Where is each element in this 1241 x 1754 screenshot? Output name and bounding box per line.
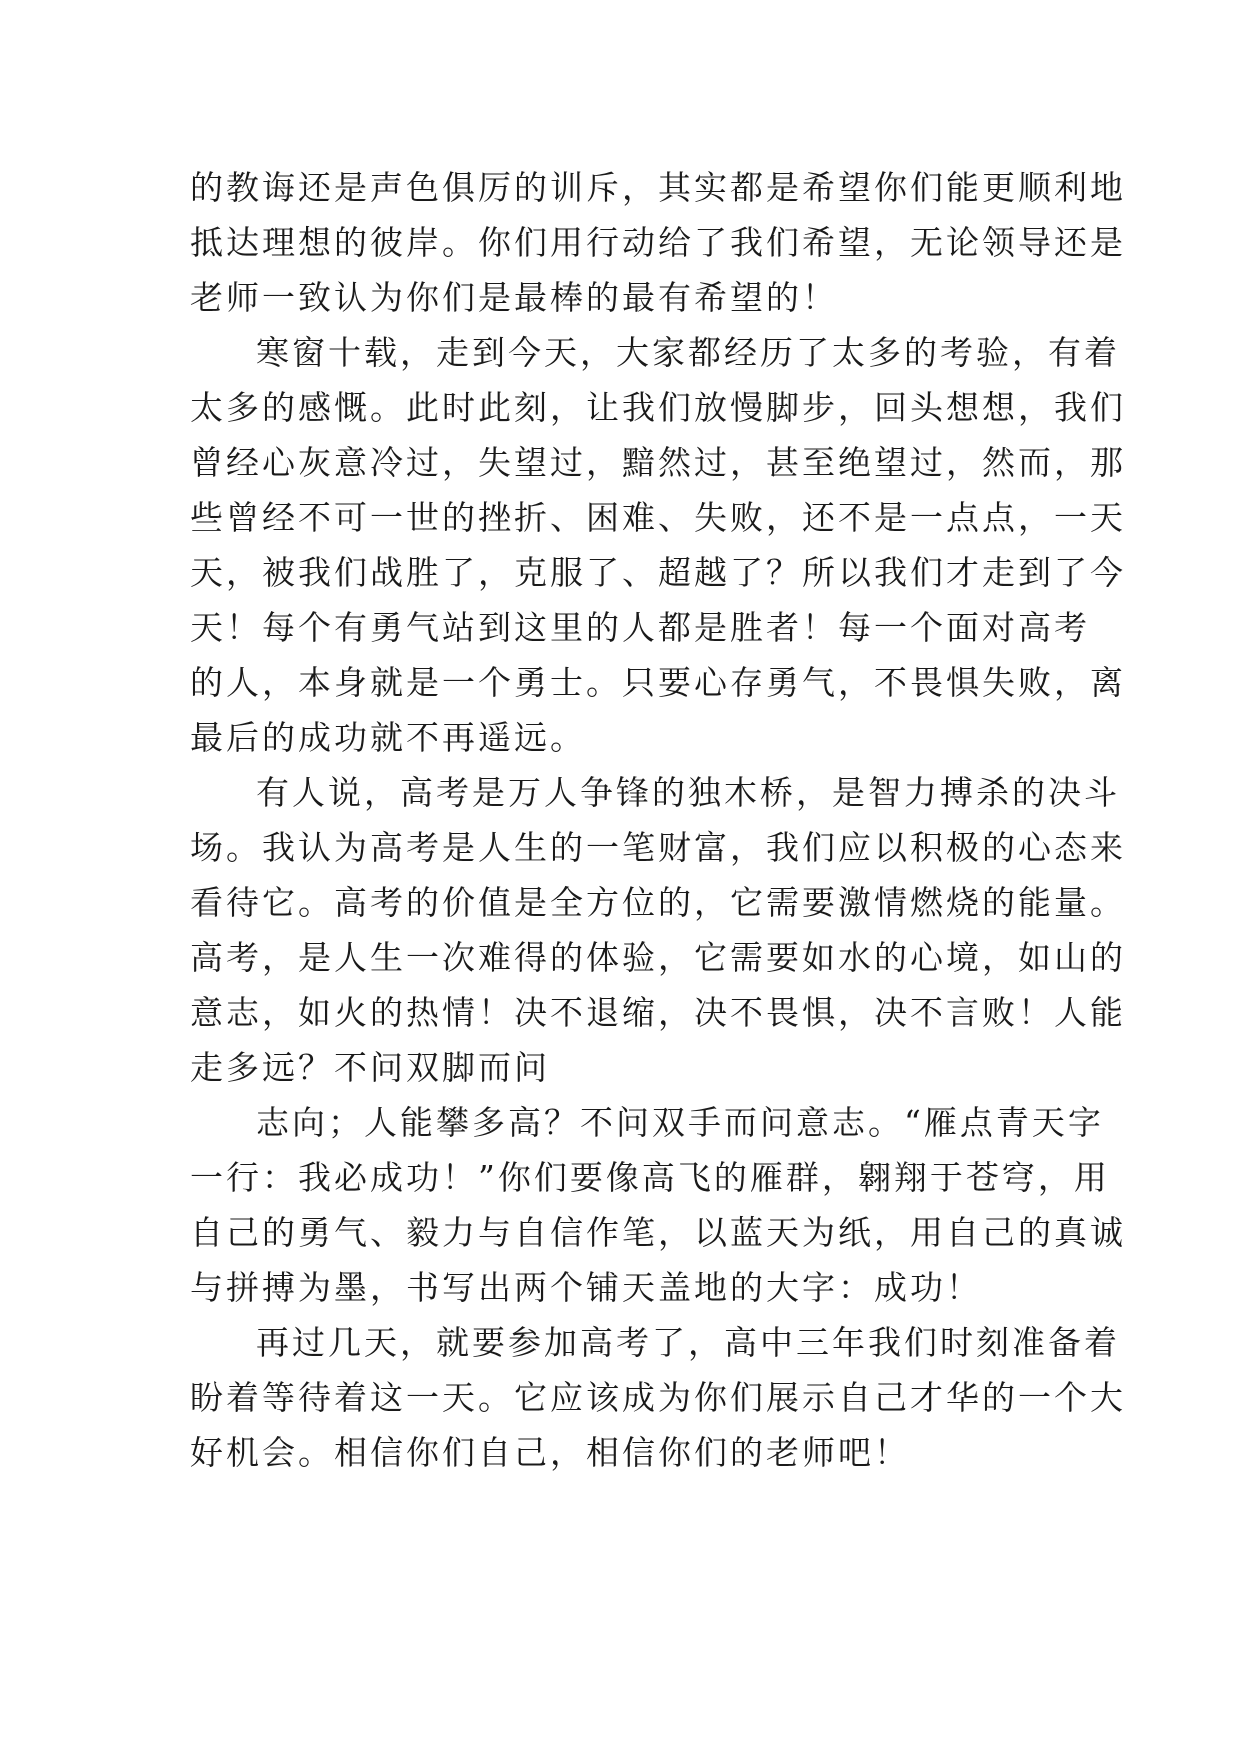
text-line: 走多远？不问双脚而问: [190, 1048, 550, 1087]
text-line: 老师一致认为你们是最棒的最有希望的！: [190, 278, 838, 317]
text-line: 看待它。高考的价值是全方位的，它需要激情燃烧的能量。: [190, 883, 1126, 922]
text-line: 太多的感慨。此时此刻，让我们放慢脚步，回头想想，我们: [190, 388, 1126, 427]
text-line: 一行：我必成功！”你们要像高飞的雁群，翱翔于苍穹，用: [190, 1158, 1110, 1197]
text-line: 曾经心灰意冷过，失望过，黯然过，甚至绝望过，然而，那: [190, 443, 1126, 482]
text-line: 有人说，高考是万人争锋的独木桥，是智力搏杀的决斗: [256, 773, 1120, 812]
text-line: 再过几天，就要参加高考了，高中三年我们时刻准备着: [256, 1323, 1120, 1362]
text-line: 寒窗十载，走到今天，大家都经历了太多的考验，有着: [256, 333, 1120, 372]
text-line: 天，被我们战胜了，克服了、超越了？所以我们才走到了今: [190, 553, 1126, 592]
text-line: 自己的勇气、毅力与自信作笔，以蓝天为纸，用自己的真诚: [190, 1213, 1126, 1252]
text-line: 些曾经不可一世的挫折、困难、失败，还不是一点点，一天: [190, 498, 1126, 537]
text-line: 抵达理想的彼岸。你们用行动给了我们希望，无论领导还是: [190, 223, 1126, 262]
text-line: 天！每个有勇气站到这里的人都是胜者！每一个面对高考: [190, 608, 1090, 647]
text-line: 场。我认为高考是人生的一笔财富，我们应以积极的心态来: [190, 828, 1126, 867]
text-line: 最后的成功就不再遥远。: [190, 718, 586, 757]
text-line: 的人，本身就是一个勇士。只要心存勇气，不畏惧失败，离: [190, 663, 1126, 702]
text-line: 盼着等待着这一天。它应该成为你们展示自己才华的一个大: [190, 1378, 1126, 1417]
text-line: 意志，如火的热情！决不退缩，决不畏惧，决不言败！人能: [190, 993, 1126, 1032]
text-line: 的教诲还是声色俱厉的训斥，其实都是希望你们能更顺利地: [190, 168, 1126, 207]
text-line: 好机会。相信你们自己，相信你们的老师吧！: [190, 1433, 910, 1472]
text-line: 志向；人能攀多高？不问双手而问意志。“雁点青天字: [256, 1103, 1104, 1142]
text-line: 高考，是人生一次难得的体验，它需要如水的心境，如山的: [190, 938, 1126, 977]
text-line: 与拼搏为墨，书写出两个铺天盖地的大字：成功！: [190, 1268, 982, 1307]
